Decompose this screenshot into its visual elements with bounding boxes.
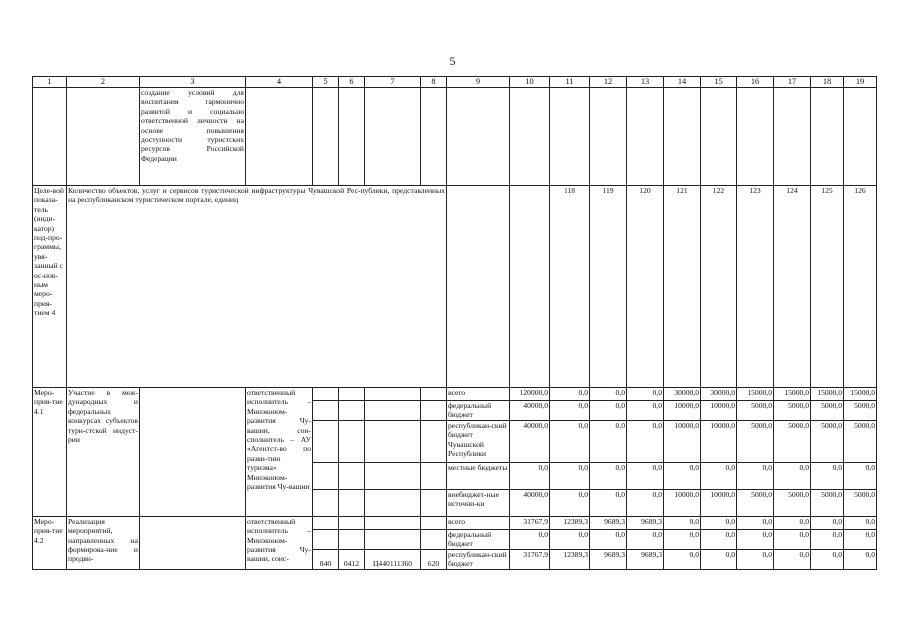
measure-name: Реализация мероприятий, направленных на формирова-ние и продви- [67,516,140,569]
funding-value: 5000,0 [844,489,877,516]
measure-4-1 [33,388,877,517]
funding-value: 0,0 [550,462,590,489]
funding-value: 5000,0 [811,489,844,516]
budget-code [421,529,447,549]
funding-value: 0,0 [627,388,664,401]
funding-value: 0,0 [844,462,877,489]
funding-value: 9689,3 [627,549,664,569]
column-number: 13 [627,77,664,88]
funding-value: 0,0 [737,549,774,569]
budget-code [339,516,365,529]
funding-value: 0,0 [550,401,590,421]
column-number: 8 [421,77,447,88]
indicator-value: 124 [774,186,811,388]
funding-value: 0,0 [737,529,774,549]
funding-value: 0,0 [701,529,737,549]
funding-value: 5000,0 [811,420,844,462]
column-number: 7 [365,77,421,88]
funding-source: республикан-ский бюджет [447,549,510,569]
funding-value: 9689,3 [590,516,627,529]
funding-value: 0,0 [510,462,550,489]
budget-code: 620 [421,549,447,569]
measure-label: Меро-прия-тие 4.2 [33,516,67,569]
funding-value: 0,0 [550,388,590,401]
budget-code [313,529,339,549]
funding-source: внебюджет-ные источни-ки [447,489,510,516]
budget-code [313,516,339,529]
funding-value: 5000,0 [811,401,844,421]
funding-value: 0,0 [664,529,701,549]
indicator-label: Целе-вой показа-тель (инди-катор) под-про-граммы, увя-занный с ос-нов-ным меро-прия-тием 4 [33,186,67,388]
funding-value: 5000,0 [737,420,774,462]
funding-value: 5000,0 [774,401,811,421]
funding-source: всего [447,388,510,401]
budget-code [421,516,447,529]
funding-value: 0,0 [844,529,877,549]
column-number: 5 [313,77,339,88]
funding-value: 5000,0 [774,489,811,516]
funding-value: 0,0 [590,420,627,462]
funding-source: республикан-ский бюджет Чувашской Республики [447,420,510,462]
funding-value: 0,0 [664,516,701,529]
funding-source: всего [447,516,510,529]
indicator-value: 121 [664,186,701,388]
funding-value: 0,0 [550,420,590,462]
funding-value: 0,0 [590,401,627,421]
funding-value: 5000,0 [774,420,811,462]
column-number-row [33,77,877,88]
funding-value: 0,0 [627,401,664,421]
funding-value: 9689,3 [590,549,627,569]
goal-text: создание условий для воспитания гармонично развитой и социально ответственной личности на основе повышения доступности туристских ресурсов Российской Федерации [140,88,246,186]
indicator-value: 120 [627,186,664,388]
funding-value: 0,0 [550,489,590,516]
budget-table [32,76,877,570]
funding-value: 10000,0 [664,489,701,516]
indicator-value: 126 [844,186,877,388]
indicator-value: 122 [701,186,737,388]
funding-value: 15000,0 [737,388,774,401]
funding-value: 0,0 [844,549,877,569]
indicator-row [33,186,877,388]
funding-value: 10000,0 [701,489,737,516]
column-number: 19 [844,77,877,88]
funding-value: 12389,3 [550,549,590,569]
funding-value: 40000,0 [510,420,550,462]
funding-value: 0,0 [811,516,844,529]
column-number: 11 [550,77,590,88]
measure-executor: ответственный исполнитель – Минэконом-развития Чу-вашии, соис- [246,516,313,569]
column-number: 3 [140,77,246,88]
funding-value: 0,0 [590,388,627,401]
column-number: 1 [33,77,67,88]
measure-name: Участие в меж-дународных и федеральных конкурсах субъектов тури-стской индуст-рии [67,388,140,517]
funding-value: 0,0 [627,489,664,516]
budget-code [339,529,365,549]
indicator-value: 118 [550,186,590,388]
funding-value: 0,0 [590,462,627,489]
funding-value: 30000,0 [664,388,701,401]
funding-value: 30000,0 [701,388,737,401]
column-number: 12 [590,77,627,88]
funding-value: 10000,0 [664,420,701,462]
measure-4-2 [33,516,877,569]
funding-value: 0,0 [737,516,774,529]
funding-source: федеральный бюджет [447,529,510,549]
funding-row [33,516,877,529]
funding-value: 0,0 [774,516,811,529]
funding-value: 9689,3 [627,516,664,529]
funding-row [33,388,877,401]
budget-code: 0412 [339,549,365,569]
funding-value: 12389,3 [550,516,590,529]
funding-value: 0,0 [774,529,811,549]
funding-value: 10000,0 [664,401,701,421]
measure-label: Меро-прия-тие 4.1 [33,388,67,517]
column-number: 2 [67,77,140,88]
funding-value: 15000,0 [774,388,811,401]
budget-code: 840 [313,549,339,569]
funding-value: 0,0 [811,462,844,489]
funding-value: 31767,9 [510,516,550,529]
column-number: 9 [447,77,510,88]
funding-value: 0,0 [550,529,590,549]
funding-value: 0,0 [664,462,701,489]
funding-value: 40000,0 [510,489,550,516]
funding-value: 120000,0 [510,388,550,401]
funding-value: 5000,0 [737,401,774,421]
budget-code [365,516,421,529]
funding-value: 5000,0 [844,420,877,462]
measure-executor: ответственный исполнитель – Минэконом-развития Чу-вашии, сои-сполнитель – АУ «Агентст-во по разви-тию туризма» Минэконом-развития Чу-вашии [246,388,313,517]
funding-value: 0,0 [627,529,664,549]
funding-source: местные бюджеты [447,462,510,489]
funding-value: 10000,0 [701,420,737,462]
funding-value: 0,0 [510,529,550,549]
funding-value: 0,0 [664,549,701,569]
column-number: 4 [246,77,313,88]
column-number: 14 [664,77,701,88]
funding-value: 40000,0 [510,401,550,421]
funding-value: 0,0 [701,516,737,529]
indicator-value: 119 [590,186,627,388]
column-number: 16 [737,77,774,88]
funding-value: 0,0 [627,420,664,462]
funding-value: 0,0 [701,549,737,569]
funding-value: 0,0 [737,462,774,489]
budget-code: Ц440111360 [365,549,421,569]
funding-value: 0,0 [811,529,844,549]
indicator-value: 123 [737,186,774,388]
funding-value: 0,0 [774,462,811,489]
funding-source: федеральный бюджет [447,401,510,421]
column-number: 10 [510,77,550,88]
funding-value: 0,0 [590,529,627,549]
budget-code [365,529,421,549]
funding-value: 0,0 [774,549,811,569]
page-number: 5 [449,54,456,68]
funding-value: 10000,0 [701,401,737,421]
column-number: 15 [701,77,737,88]
column-number: 18 [811,77,844,88]
funding-value: 5000,0 [844,401,877,421]
funding-value: 5000,0 [737,489,774,516]
continuation-row [33,88,877,186]
indicator-text: Количество объектов, услуг и сервисов туристической инфраструктуры Чувашской Рес-публики, представленных на республиканском туристическом портале, единиц [67,186,447,388]
funding-value: 0,0 [701,462,737,489]
funding-value: 0,0 [844,516,877,529]
funding-value: 31767,9 [510,549,550,569]
funding-value: 0,0 [590,489,627,516]
funding-value: 0,0 [627,462,664,489]
funding-value: 15000,0 [811,388,844,401]
column-number: 17 [774,77,811,88]
funding-value: 0,0 [811,549,844,569]
indicator-value: 125 [811,186,844,388]
funding-value: 15000,0 [844,388,877,401]
column-number: 6 [339,77,365,88]
